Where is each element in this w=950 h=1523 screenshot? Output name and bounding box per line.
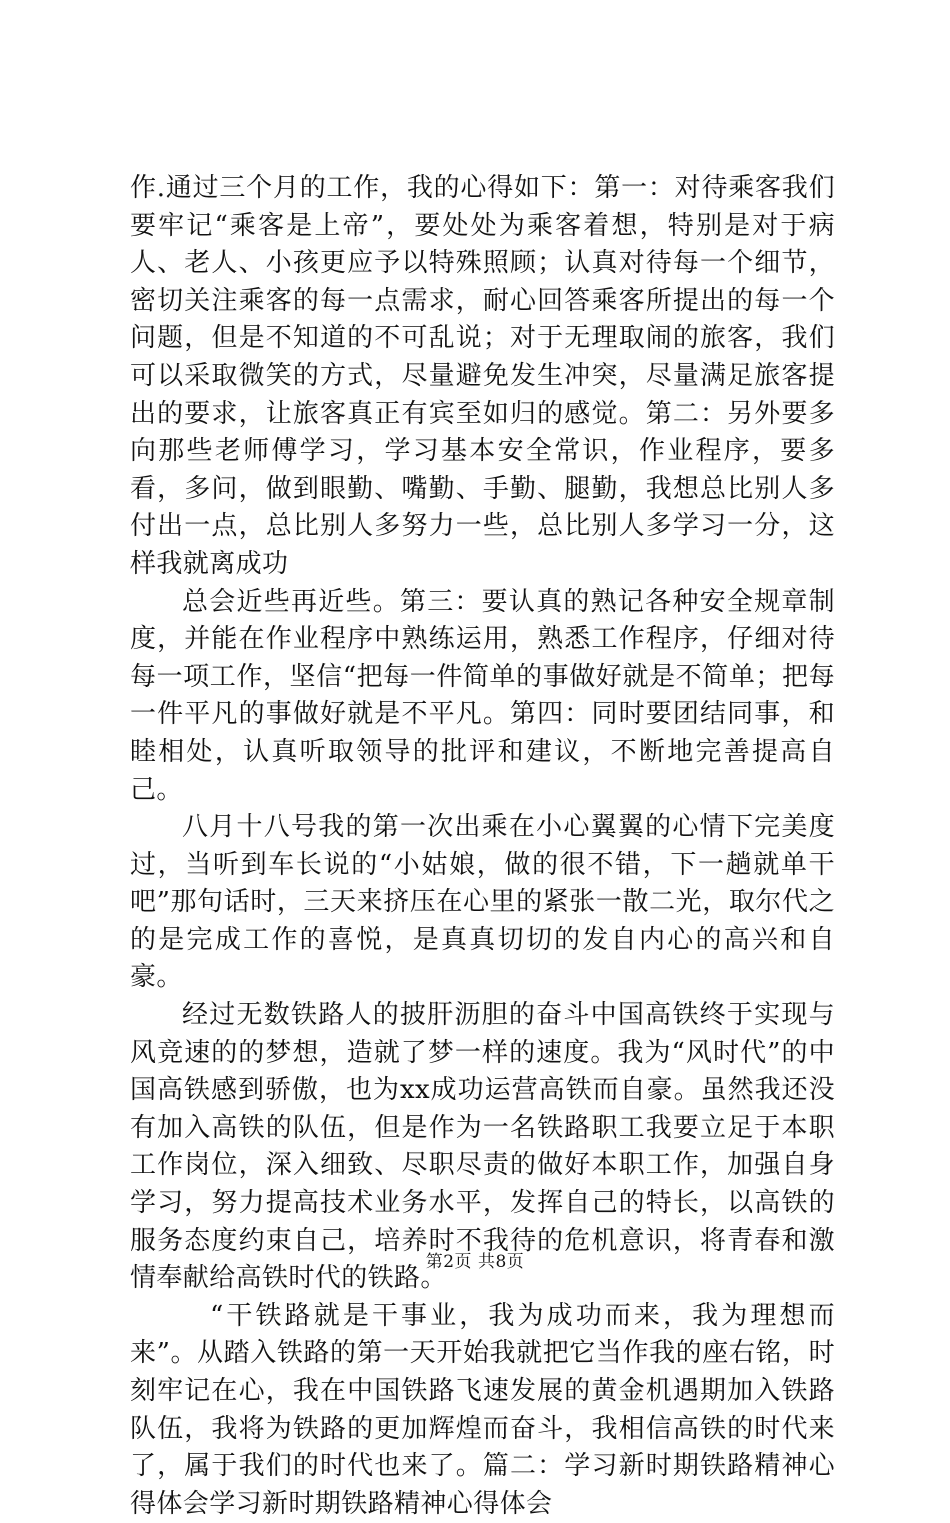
paragraph-1: 作.通过三个月的工作，我的心得如下：第一：对待乘客我们要牢记“乘客是上帝”，要处处为乘客着想，特别是对于病人、老人、小孩更应予以特殊照顾；认真对待每一个细节，密切关注乘客的每一点需求，耐心回答乘客所提出的每一个问题，但是不知道的不可乱说；对于无理取闹的旅客，我们可以采取微笑的方式，尽量避免发生冲突，尽量满足旅客提出的要求，让旅客真正有宾至如归的感觉。第二：另外要多向那些老师傅学习，学习基本安全常识，作业程序，要多看，多问，做到眼勤、嘴勤、手勤、腿勤，我想总比别人多付出一点，总比别人多努力一些，总比别人多学习一分，这样我就离成功: [130, 173, 835, 579]
page-number-footer: 第2页 共8页: [425, 1252, 525, 1272]
paragraph-4: 经过无数铁路人的披肝沥胆的奋斗中国高铁终于实现与风竞速的的梦想，造就了梦一样的速度。我为“风时代”的中国高铁感到骄傲，也为xx成功运营高铁而自豪。虽然我还没有加入高铁的队伍，但是作为一名铁路职工我要立足于本职工作岗位，深入细致、尽职尽责的做好本职工作，加强自身学习，努力提高技术业务水平，发挥自己的特长，以高铁的服务态度约束自己，培养时不我待的危机意识，将青春和激情奉献给高铁时代的铁路。: [130, 1000, 835, 1294]
paragraph-5: “干铁路就是干事业，我为成功而来，我为理想而来”。从踏入铁路的第一天开始我就把它当作我的座右铭，时刻牢记在心，我在中国铁路飞速发展的黄金机遇期加入铁路队伍，我将为铁路的更加辉煌而奋斗，我相信高铁的时代来了，属于我们的时代也来了。篇二：学习新时期铁路精神心得体会学习新时期铁路精神心得体会: [130, 1300, 835, 1519]
paragraph-2: 总会近些再近些。第三：要认真的熟记各种安全规章制度，并能在作业程序中熟练运用，熟悉工作程序，仔细对待每一项工作，坚信“把每一件简单的事做好就是不简单；把每一件平凡的事做好就是不平凡。第四：同时要团结同事，和睦相处，认真听取领导的批评和建议，不断地完善提高自己。: [130, 586, 835, 805]
paragraph-3: 八月十八号我的第一次出乘在小心翼翼的心情下完美度过，当听到车长说的“小姑娘，做的很不错，下一趟就单干吧”那句话时，三天来挤压在心里的紧张一散二光，取尔代之的是完成工作的喜悦，是真真切切的发自内心的高兴和自豪。: [130, 812, 835, 993]
document-body: [130, 170, 835, 1523]
